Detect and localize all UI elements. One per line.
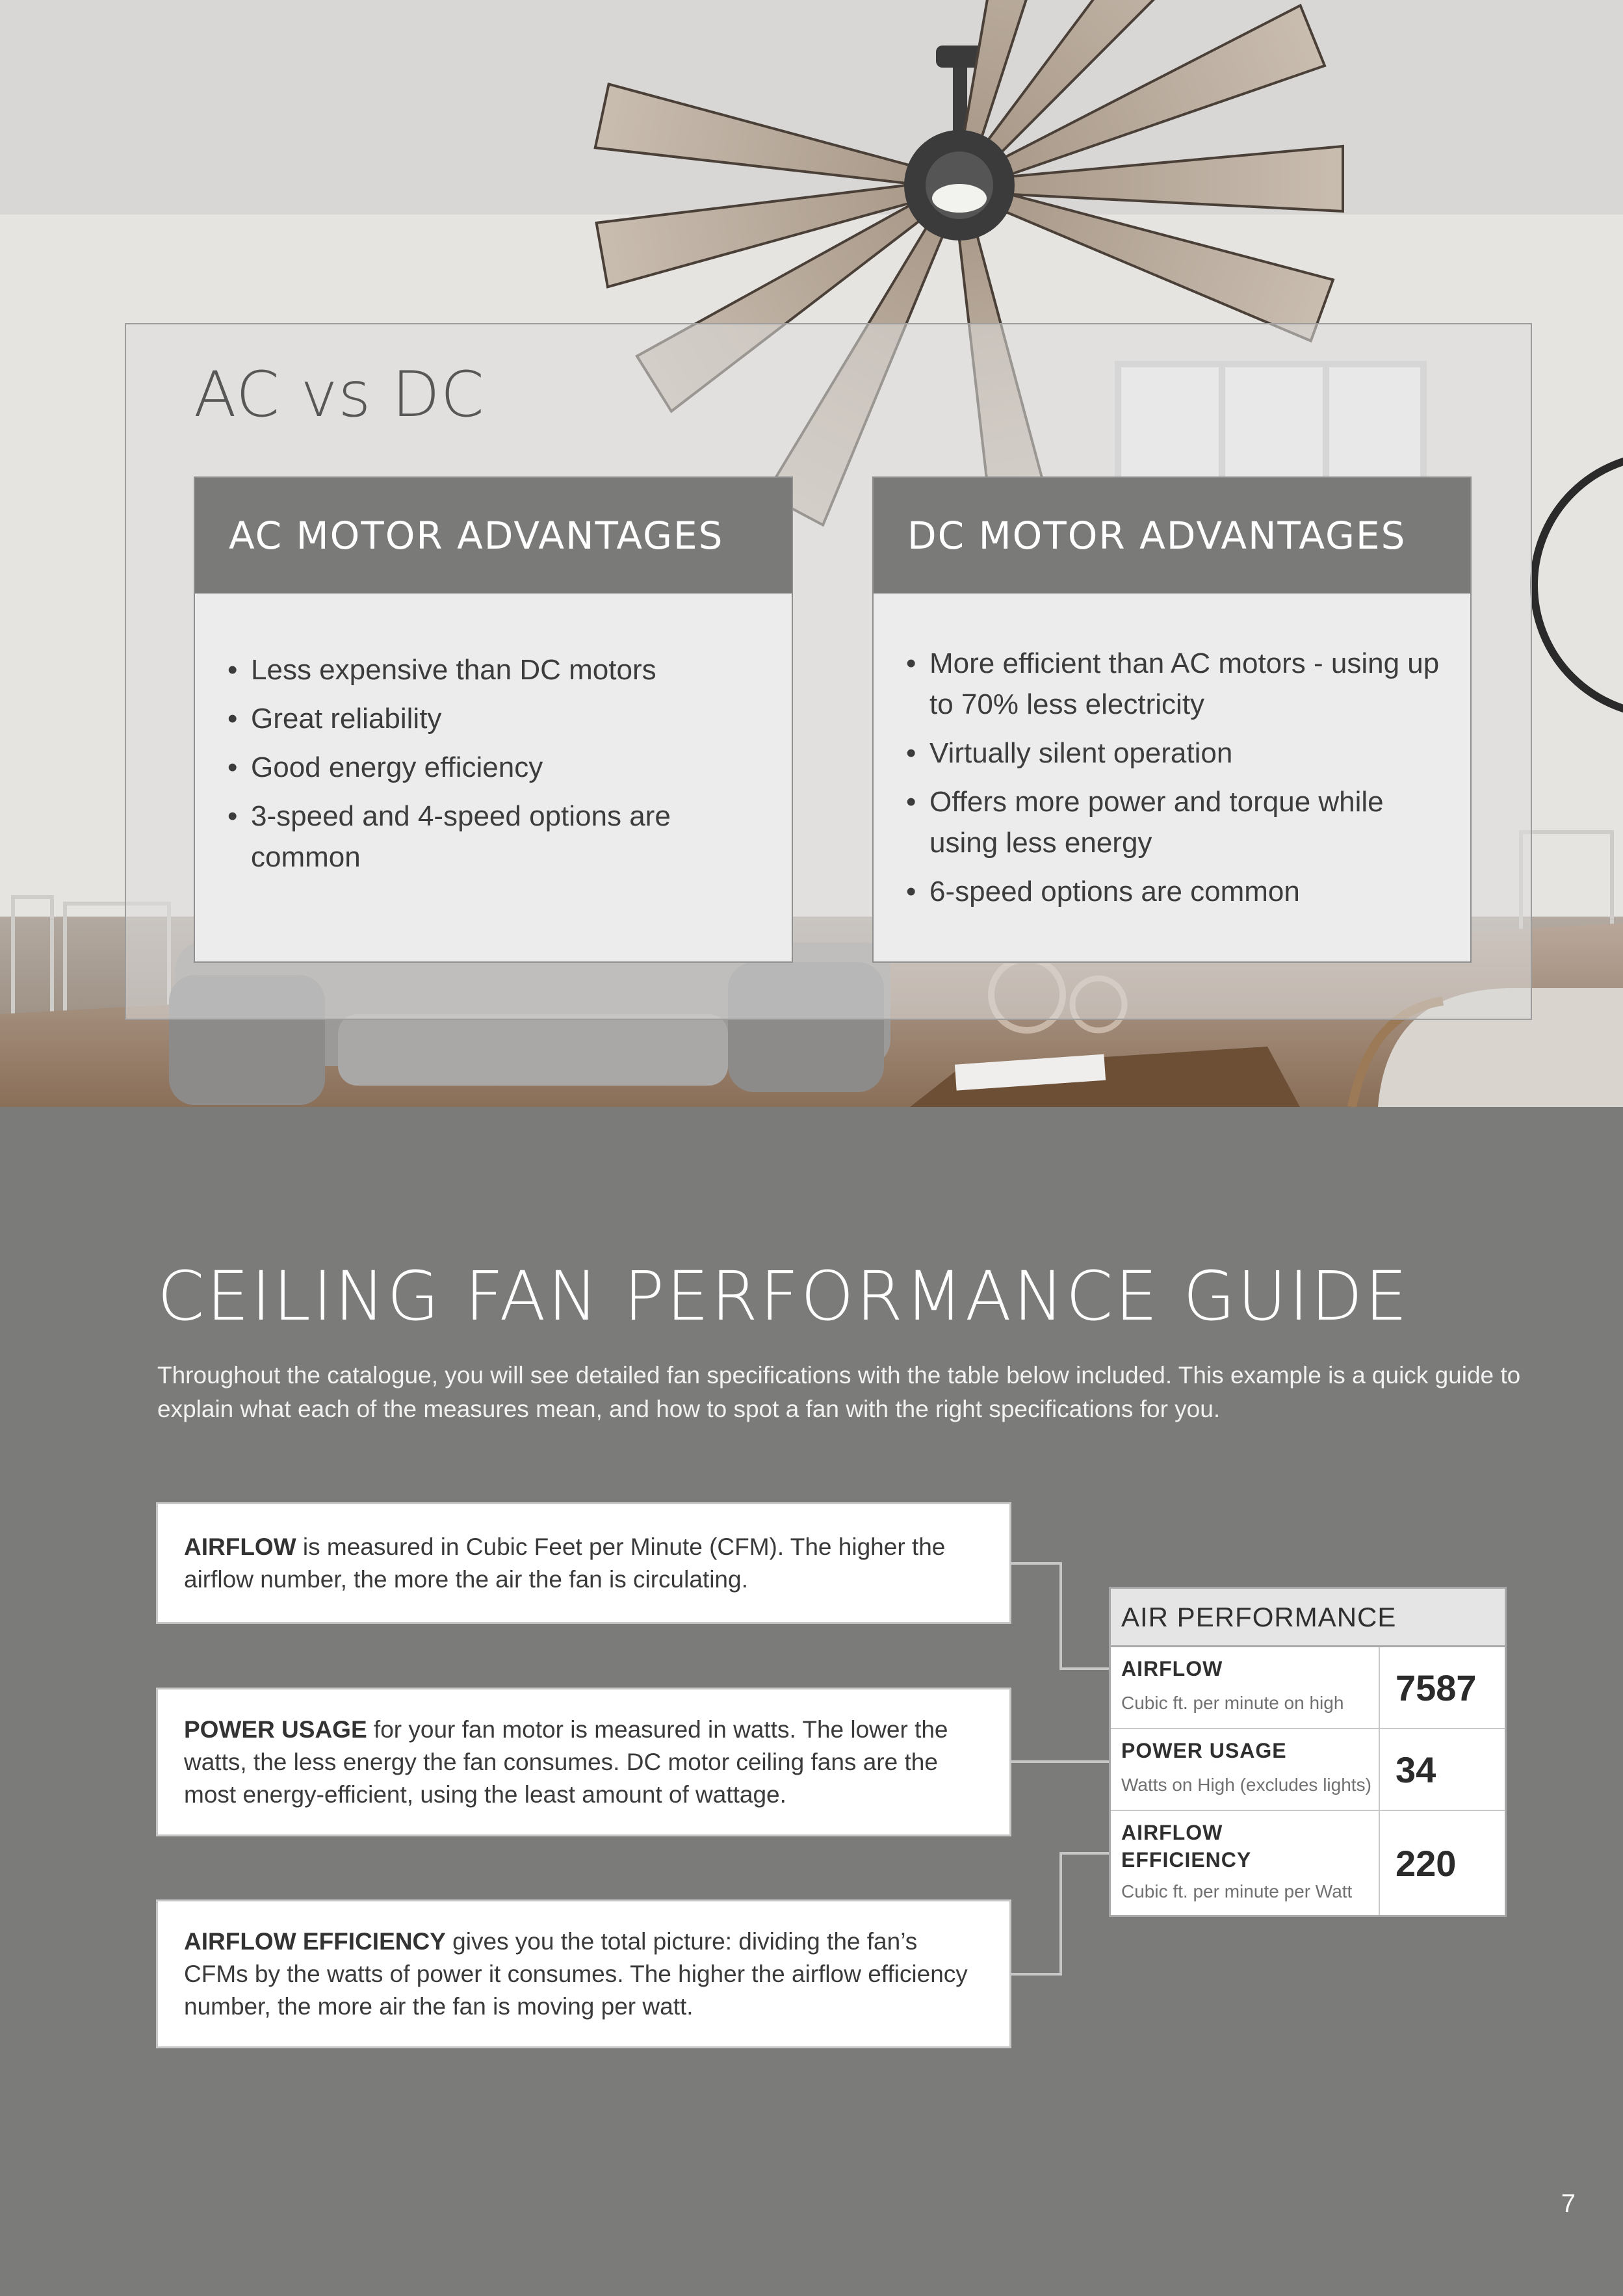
airflow-efficiency-connector — [1011, 1853, 1109, 1974]
spec-name: POWER USAGE — [1121, 1739, 1287, 1762]
guide-intro: Throughout the catalogue, you will see detailed fan specifications with the table below included. This example is a quick guide to explain what each of the measures mean, and how to spot a fan with the right specifications for you. — [157, 1362, 1521, 1422]
list-item: • More efficient than AC motors - using up to 70% less electricity — [906, 643, 1451, 725]
spec-description: Watts on High (excludes lights) — [1121, 1775, 1371, 1795]
airflow-efficiency-text: gives you the total picture: dividing the fan’s CFMs by the watts of power it consumes. The higher the airflow efficiency number, the more air the fan is moving per watt. — [184, 1927, 968, 2020]
airflow-connector — [1011, 1563, 1109, 1669]
air-performance-table — [1109, 1587, 1507, 1917]
guide-title: CEILING FAN PERFORMANCE GUIDE — [157, 1257, 1410, 1336]
spec-description: Cubic ft. per minute on high — [1121, 1693, 1344, 1713]
table-row — [1111, 1647, 1505, 1729]
table-row — [1111, 1811, 1505, 1915]
list-item: • Virtually silent operation — [906, 733, 1451, 774]
ac-motor-heading: AC MOTOR ADVANTAGES — [195, 478, 792, 594]
airflow-term: AIRFLOW — [184, 1533, 296, 1560]
list-item: • Offers more power and torque while using less energy — [906, 781, 1451, 863]
list-item: • 6-speed options are common — [906, 871, 1451, 912]
spec-value: 7587 — [1396, 1667, 1477, 1708]
spec-name: AIRFLOW EFFICIENCY — [1121, 1821, 1252, 1872]
spec-label-cell — [1111, 1811, 1380, 1915]
airflow-efficiency-term: AIRFLOW EFFICIENCY — [184, 1927, 446, 1955]
page-number: 7 — [1561, 2189, 1576, 2218]
spec-name: AIRFLOW — [1121, 1657, 1223, 1680]
list-item: • Less expensive than DC motors — [227, 649, 772, 690]
spec-label-cell — [1111, 1647, 1380, 1728]
power-usage-text: for your fan motor is measured in watts. The lower the watts, the less energy the fan consumes. DC motor ceiling fans are the most energy-efficient, using the least amount of wattage. — [184, 1715, 948, 1808]
list-item: • 3-speed and 4-speed options are common — [227, 796, 772, 878]
spec-value: 34 — [1396, 1749, 1436, 1790]
list-item: • Great reliability — [227, 698, 772, 739]
airflow-text: is measured in Cubic Feet per Minute (CFM). The higher the airflow number, the more the air the fan is circulating. — [184, 1533, 946, 1593]
spec-value: 220 — [1396, 1842, 1457, 1884]
list-item: • Good energy efficiency — [227, 747, 772, 788]
ac-vs-dc-title: AC vs DC — [194, 358, 485, 431]
spec-label-cell — [1111, 1729, 1380, 1810]
air-performance-heading: AIR PERFORMANCE — [1111, 1589, 1505, 1647]
power-usage-term: POWER USAGE — [184, 1715, 367, 1743]
table-row — [1111, 1729, 1505, 1811]
spec-description: Cubic ft. per minute per Watt — [1121, 1881, 1353, 1901]
dc-motor-heading: DC MOTOR ADVANTAGES — [874, 478, 1470, 594]
